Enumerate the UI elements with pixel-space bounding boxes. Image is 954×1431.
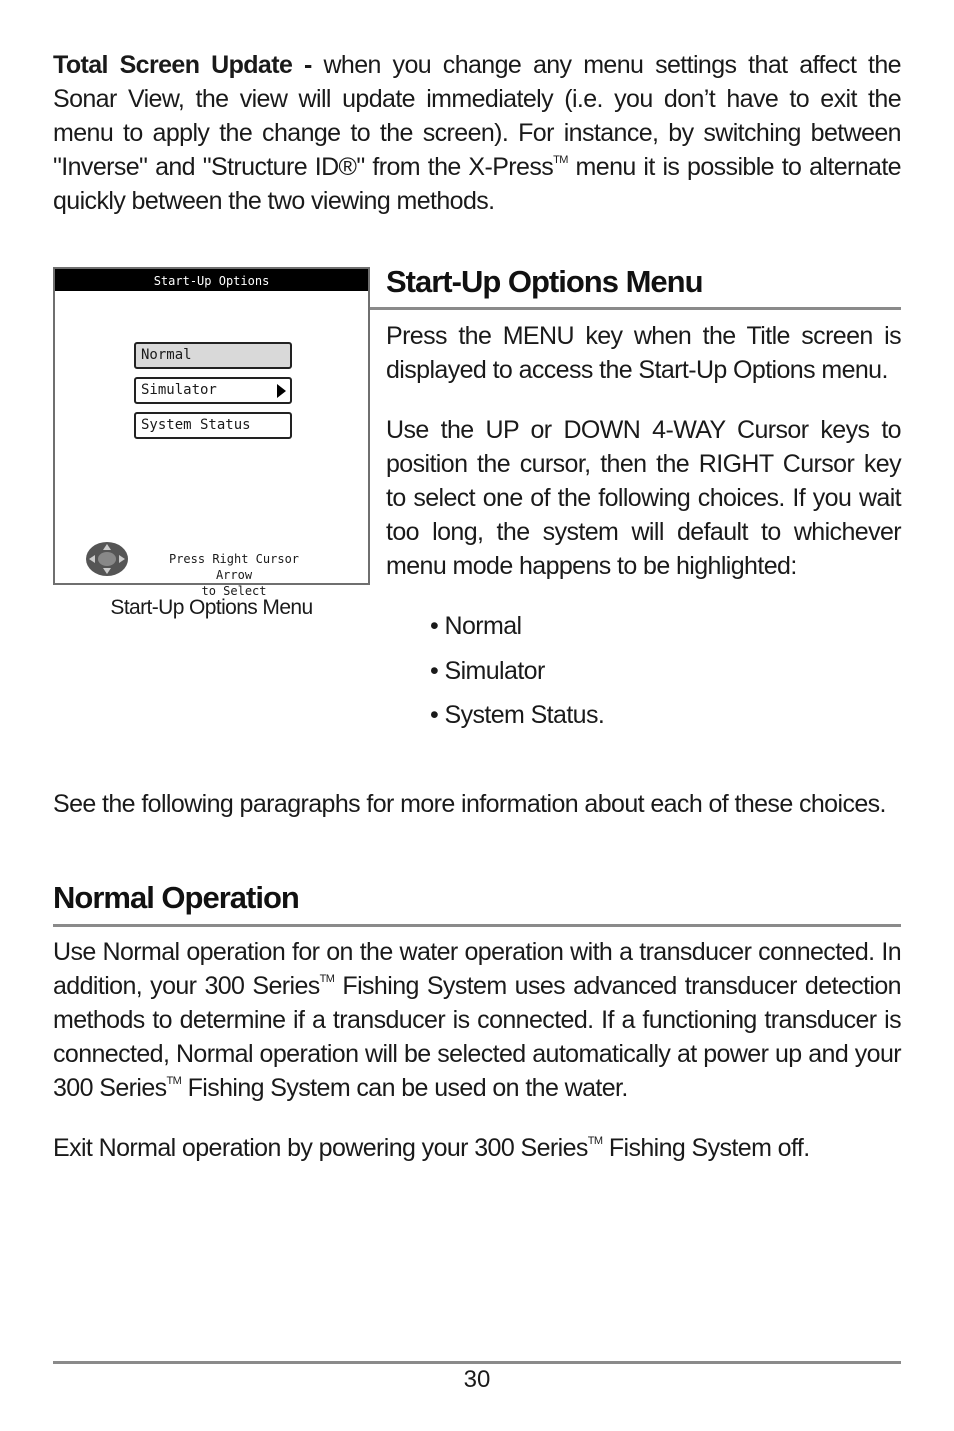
footer-rule: [53, 1361, 901, 1364]
heading-rule: [53, 924, 901, 927]
list-item: • System Status.: [430, 701, 605, 729]
prompt-line-1: Press Right Cursor Arrow: [168, 552, 300, 582]
normal-text-1a: Use Normal operation for on the water operation with a transducer connected. In addition, your 300 Series: [53, 938, 901, 1000]
menu-option-label: Normal: [141, 347, 192, 363]
menu-option-system-status[interactable]: [134, 412, 292, 439]
list-item: • Simulator: [430, 656, 545, 685]
menu-option-label: System Status: [141, 417, 251, 433]
normal-text-2b: Fishing System off.: [602, 1134, 810, 1162]
figure-caption: Start-Up Options Menu: [110, 596, 313, 619]
intro-text-2: menu it is possible to alternate quickly between the two viewing methods.: [53, 153, 901, 215]
prompt-line-2: to Select: [201, 584, 267, 598]
heading-rule: [370, 307, 901, 310]
list-item: • Normal: [430, 612, 522, 640]
section-heading-normal: Normal Operation: [53, 880, 299, 915]
normal-text-1b: Fishing System uses advanced transducer detection methods to determine if a transducer is connected. If a functioning transducer is connected, Normal operation will be selected automatically at power up and your 300 Series: [53, 972, 901, 1102]
intro-text-1: when you change any menu settings that affect the Sonar View, the view will update immediately (i.e. you don’t have to exit the menu to apply the change to the screen). For instance, by switching between "Inverse" and "Structure ID®" from the X-Press: [53, 51, 901, 181]
startup-paragraph-1: Press the MENU key when the Title screen is displayed to access the Start-Up Options menu.: [386, 322, 901, 384]
normal-paragraph-1: [53, 935, 901, 1105]
four-way-cursor-pad-icon: [85, 541, 129, 577]
menu-option-label: Simulator: [141, 382, 217, 398]
trademark-mark: TM: [553, 154, 568, 166]
section-heading-startup: Start-Up Options Menu: [386, 264, 703, 299]
screen-title: Start-Up Options: [55, 269, 368, 291]
menu-option-simulator[interactable]: [134, 377, 292, 404]
normal-paragraph-2: [53, 1131, 901, 1165]
page-number: 30: [463, 1366, 491, 1393]
screen-prompt: [149, 551, 319, 599]
menu-option-normal[interactable]: [134, 342, 292, 369]
trademark-mark: TM: [587, 1135, 603, 1147]
see-following-paragraph: See the following paragraphs for more information about each of these choices.: [53, 790, 886, 818]
normal-text-2a: Exit Normal operation by powering your 300 Series: [53, 1134, 588, 1162]
startup-options-screen: [53, 267, 370, 598]
startup-paragraph-2: Use the UP or DOWN 4-WAY Cursor keys to position the cursor, then the RIGHT Cursor key to select one of the following choices. If you wait too long, the system will default to whichever menu mode happens to be highlighted:: [386, 416, 901, 580]
normal-text-1c: Fishing System can be used on the water.: [181, 1074, 628, 1102]
right-arrow-icon: [277, 384, 286, 398]
intro-paragraph: [53, 48, 901, 218]
trademark-mark: TM: [166, 1075, 182, 1087]
intro-lead: Total Screen Update -: [53, 51, 324, 79]
choices-list: [430, 607, 604, 741]
trademark-mark: TM: [319, 973, 335, 985]
